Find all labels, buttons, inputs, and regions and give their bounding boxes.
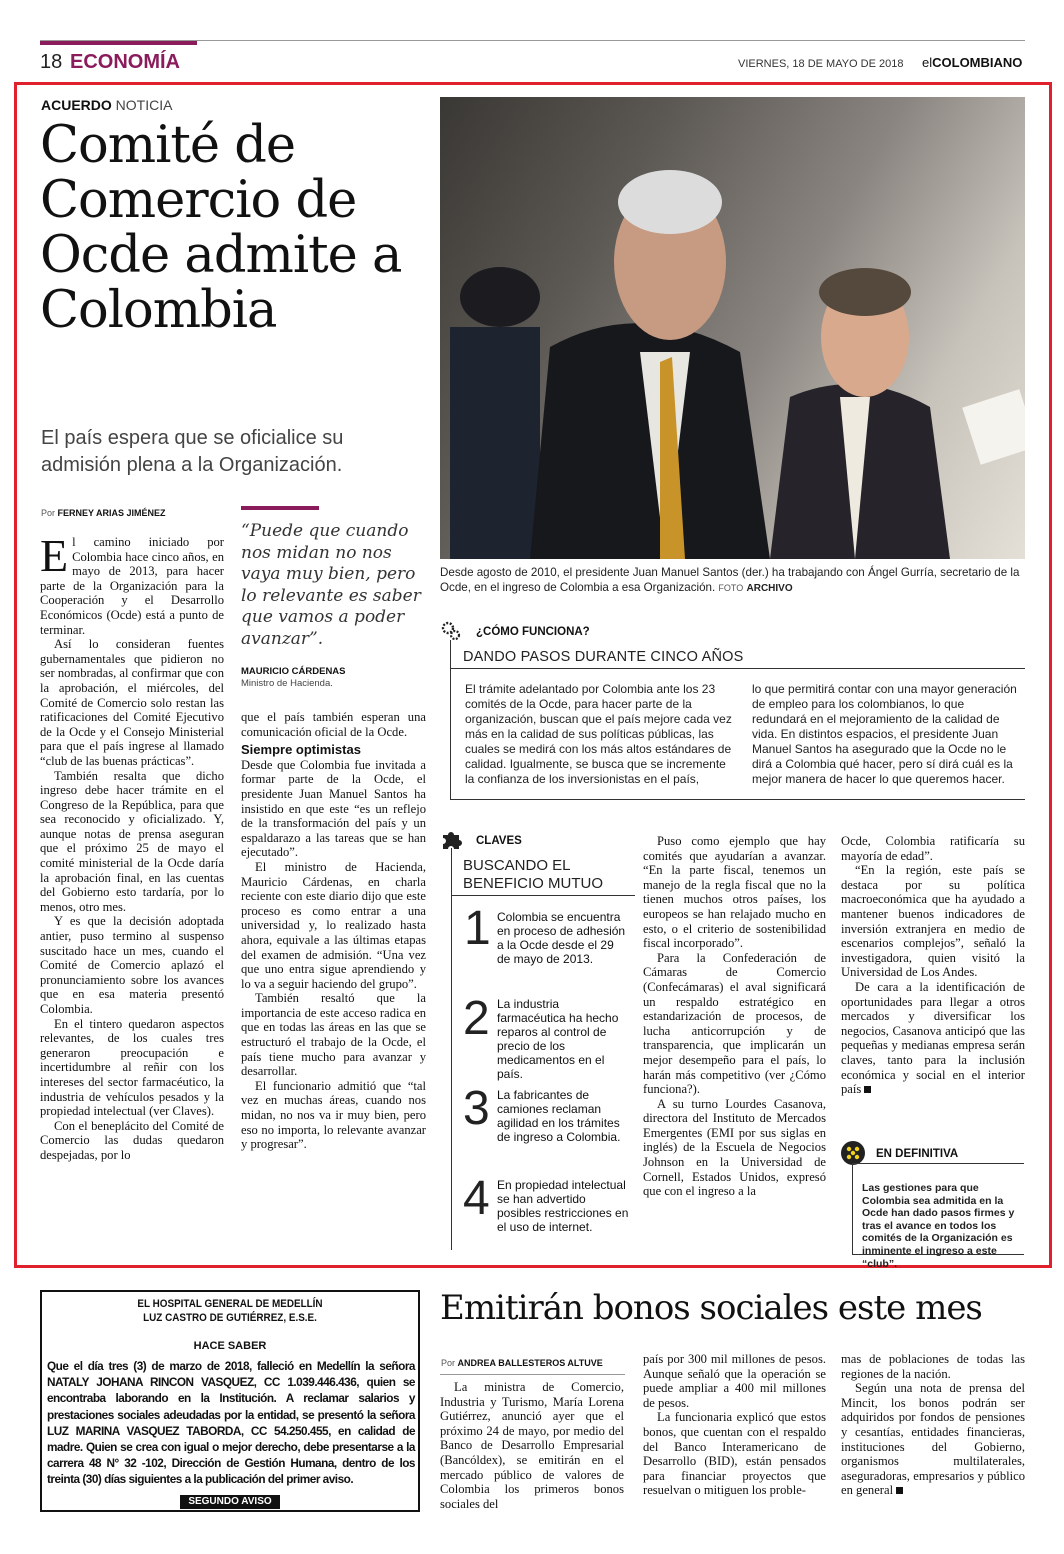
- claves-frame: [451, 848, 452, 1250]
- article2-col1-para: La ministra de Comercio, Industria y Turismo, María Lorena Gutiérrez, anunció ayer que el próximo 24 de mayo, por medio del Banco de Desarrollo Empresarial (Bancóldex), se emitirán en el mercado público de valores de Colombia los primeros bonos sociales del: [440, 1380, 624, 1511]
- article2-column-3: [841, 1352, 1025, 1498]
- article-subheadline: El país espera que se oficialice su admisión plena a la Organización.: [41, 427, 344, 476]
- notice-line-2: LUZ CASTRO DE GUTIÉRREZ, E.S.E.: [143, 1312, 317, 1324]
- col2-subhead: Siempre optimistas: [241, 742, 361, 758]
- clave-4-text: En propiedad intelectual se han advertido posibles restricciones en el uso de internet.: [497, 1178, 629, 1234]
- claves-title-2: BENEFICIO MUTUO: [463, 875, 604, 892]
- col2-para-3: El ministro de Hacienda, Mauricio Cárdenas, en charla reciente con este diario dijo que este proceso es como entrar a una universidad y, lo realizado hasta ahora, equivale a las últimas etapas del examen de admisión. “Una vez que uno entra sigue aprendiendo y lo va a seguir haciendo del grupo”.: [241, 859, 426, 991]
- article2-column-2: [643, 1352, 826, 1498]
- article2-col3-para-2-text: Según una nota de prensa del Mincit, los bonos podrán ser adquiridos por fondos de pensiones y cesantías, entidades financieras, instituciones del Gobierno, organismos multilaterales, aseguradoras, empresarios y público en general: [841, 1381, 1025, 1498]
- page-date: VIERNES, 18 DE MAYO DE 2018: [738, 58, 904, 70]
- como-funciona-text-b: lo que permitirá contar con una mayor generación de empleo para los colombianos, lo que redundará en el mejoramiento de la calidad de vida. En distintos espacios, el presidente Juan Manuel Santos ha asegurado que la Ocde no le dirá a Colombia qué hacer, pero sí dirá cuál es la mejor manera de hacer lo que queremos hacer.: [752, 682, 1017, 786]
- article2-col2-para-2: La funcionaria explicó que estos bonos, que cuentan con el respaldo del Banco Interamericano de Desarrollo (BID), están pensados para financiar proyectos que resuelvan o mitiguen los proble-: [643, 1410, 826, 1498]
- col3-para-2: Para la Confederación de Cámaras de Comercio (Confecámaras) el aval significará un respaldo estratégico en estandarización de procesos, de lucha anticorrupción y de transparencia, que implicarán un mejor desempeño para el país, lo harán más competitivo (ver ¿Cómo funciona?).: [643, 950, 826, 1097]
- col2-para-5: El funcionario admitió que “tal vez en muchas áreas, cuando nos midan, no nos va ir muy bien, pero eso no importa, lo relevante avanzar y progresar”.: [241, 1078, 426, 1152]
- claves-title-1: BUSCANDO EL: [463, 857, 571, 874]
- article-column-2: [241, 710, 426, 1152]
- article2-byline-rule: [440, 1374, 625, 1375]
- article-column-1: [40, 530, 224, 1163]
- caption-text: Desde agosto de 2010, el presidente Juan Manuel Santos (der.) ha trabajando con Ángel Gurría, secretario de la Ocde, en el ingreso de Colombia a esa Organización.: [440, 566, 1020, 594]
- claves-label: CLAVES: [476, 835, 522, 847]
- photo-caption: [440, 565, 1025, 596]
- kicker-light: NOTICIA: [115, 97, 173, 113]
- clave-2-number: 2: [463, 992, 490, 1045]
- notice-footer: SEGUNDO AVISO: [180, 1495, 280, 1509]
- caption-credit-prefix: FOTO: [718, 583, 744, 593]
- col1-para-1-text: l camino iniciado por Colombia hace cinco años, en mayo de 2013, para hacer parte de la Organización para la Cooperación y el Desarrollo Económicos (Ocde) está a punto de terminar.: [40, 535, 224, 637]
- notice-line-1: EL HOSPITAL GENERAL DE MEDELLÍN: [137, 1298, 323, 1310]
- col2-para-4: También resaltó que la importancia de este acceso radica en que en todas las áreas en las que se estructuró el trabajo de la Ocde, el país tiene mucho para avanzar y desarrollar.: [241, 991, 426, 1079]
- claves-title-rule: [451, 895, 635, 896]
- como-funciona-text-a: El trámite adelantado por Colombia ante los 23 comités de la Ocde, para hacer parte de la organización, buscan que el país mejore cada vez más en la calidad de sus políticas públicas, las cuales se medirá con los más altos estándares de calidad. Igualmente, se busca que se incremente la confianza de los inversionistas en el país,: [465, 682, 732, 786]
- clave-3-number: 3: [463, 1082, 490, 1135]
- caption-credit: ARCHIVO: [746, 583, 793, 594]
- clave-2-text: La industria farmacéutica ha hecho reparos al control de precio de los medicamentos en el país.: [497, 997, 619, 1081]
- como-funciona-gear-icon: [440, 620, 462, 642]
- article2-headline: Emitirán bonos sociales este mes: [440, 1288, 982, 1328]
- article2-byline-prefix: Por: [441, 1358, 456, 1368]
- clave-3-text: La fabricantes de camiones reclaman agilidad en los trámites de ingreso a Colombia.: [497, 1088, 621, 1144]
- end-mark-icon: [896, 1487, 903, 1494]
- article2-col2-para-1: país por 300 mil millones de pesos. Aunque señaló que la operación se puede ampliar a 400 mil millones de pesos.: [643, 1352, 826, 1410]
- col1-para-1: [40, 530, 224, 637]
- claves-puzzle-icon: [440, 828, 464, 852]
- col4-para-2: “En la región, este país se destaca por su política macroeconómica que ha ayudado a mantener buenos indicadores de inversión extranjera en medio de escenarios complejos”, señaló la investigadora, quien visitó la Universidad de Los Andes.: [841, 863, 1025, 980]
- article2-byline: [441, 1357, 603, 1369]
- col1-para-5: En el tintero quedaron aspectos relevantes, de los cuales tres generaron preocupación e incertidumbre al reñir con los intereses del sector farmacéutico, la industria de vehículos pesados y la propiedad intelectual (ver Claves).: [40, 1016, 224, 1119]
- col4-para-3: [841, 980, 1025, 1097]
- clave-1-text: Colombia se encuentra en proceso de adhesión a la Ocde desde el 29 de mayo de 2013.: [497, 910, 626, 966]
- masthead-name: COLOMBIANO: [932, 55, 1023, 70]
- en-definitiva-icon: [841, 1141, 865, 1165]
- byline-prefix: Por: [41, 508, 56, 518]
- byline: [41, 507, 166, 519]
- article-kicker: [41, 96, 172, 114]
- clave-1-number: 1: [464, 902, 491, 955]
- col1-para-3: También resalta que dicho ingreso debe hacer trámite en el Congreso de la República, para que sea reconocido y oficializado. Y, aunque notas de prensa aseguran que el próximo 25 de mayo el comité ministerial de la Ocde daría la aprobación final, en las cuentas del Gobierno esto tardaría, por lo menos, otro mes.: [40, 768, 224, 914]
- article2-column-1: [440, 1380, 624, 1511]
- col3-para-1: Puso como ejemplo que hay comités que ayudarían a avanzar. “En la parte fiscal, tenemos un manejo de la regla fiscal que no la tienen muchos otros países, los europeos se han relajado mucho en esto, o el criterio de sostenibilidad fiscal incorporado”.: [643, 834, 826, 951]
- clave-4-number: 4: [463, 1172, 490, 1225]
- col1-para-6: Con el beneplácito del Comité de Comercio las dudas quedaron despejadas, por lo: [40, 1118, 224, 1162]
- col4-para-3-text: De cara a la identificación de oportunidades para llegar a otros mercados y diversificar los negocios, Casanova anticipó que las pequeñas y medianas empresa serán claves, tanto para la inclusión económica y social en el interior país: [841, 979, 1025, 1097]
- col4-para-1: Ocde, Colombia ratificaría su mayoría de edad”.: [841, 834, 1025, 863]
- col2-para-1: que el país también esperan una comunicación oficial de la Ocde.: [241, 710, 426, 739]
- article2-col3-para-2: [841, 1381, 1025, 1498]
- article-column-4: [841, 834, 1025, 1097]
- article-column-3: [643, 834, 826, 1199]
- section-title: ECONOMÍA: [70, 51, 180, 73]
- article2-col3-para-1: mas de poblaciones de todas las regiones de la nación.: [841, 1352, 1025, 1381]
- article-photo: [440, 97, 1025, 559]
- notice-body: Que el día tres (3) de marzo de 2018, falleció en Medellín la señora NATALY JOHANA RINCON VASQUEZ, CC 1.039.446.436, quien se encontraba laborando en la Institución. A reclamar salarios y prestaciones sociales adeudadas por la entidad, se presentó la señora LUZ MARINA VASQUEZ TABORDA, CC 54.250.455, en calidad de madre. Quien se crea con igual o mejor derecho, debe presentarse a la carrera 48 N° 32 -102, Dirección de Gestión Humana, dentro de los treinta (30) días siguientes a la publicación del primer aviso.: [47, 1359, 415, 1487]
- como-funciona-label: ¿CÓMO FUNCIONA?: [476, 626, 590, 638]
- pull-quote: “Puede que cuando nos midan no nos vaya muy bien, pero lo relevante es saber que vamos a poder avanzar”.: [241, 521, 421, 649]
- como-funciona-title: DANDO PASOS DURANTE CINCO AÑOS: [463, 649, 744, 665]
- byline-name: FERNEY ARIAS JIMÉNEZ: [57, 508, 166, 518]
- pull-quote-rule: [241, 506, 319, 510]
- col1-para-2: Así lo consideran fuentes gubernamentales que pidieron no ser nombradas, al confirmar que con la aprobación, el miércoles, del Comité de Comercio solo restan las ratificaciones del Comité Ejecutivo de la Ocde y el Consejo Ministerial para que el país ingrese al llamado “club de las buenas prácticas”.: [40, 637, 224, 768]
- page-number: 18: [40, 51, 63, 73]
- header-rule: [40, 40, 1025, 41]
- masthead-logo: [922, 55, 1022, 71]
- col3-para-3: A su turno Lourdes Casanova, directora del Instituto de Mercados Emergentes (EMI por sus siglas en inglés) de la Escuela de Negocios Johnson en la Universidad de Cornell, Estados Unidos, expresó que con el ingreso a la: [643, 1096, 826, 1199]
- end-mark-icon: [864, 1086, 871, 1093]
- en-definitiva-text: Las gestiones para que Colombia sea admitida en la Ocde han dado pasos firmes y tras el avance en todos los comités de la Organización es inminente el ingreso a este “club”.: [862, 1182, 1015, 1270]
- photo-illustration: [440, 97, 1025, 559]
- quote-role: Ministro de Hacienda.: [241, 678, 333, 689]
- col2-para-2: Desde que Colombia fue invitada a formar parte de la Ocde, el presidente Juan Manuel Santos ha insistido en que este “es un reflejo de la transformación del país y un espaldarazo a las tareas que se han ejecutado”.: [241, 757, 426, 860]
- quote-author: MAURICIO CÁRDENAS: [241, 666, 346, 677]
- notice-heading: HACE SABER: [193, 1340, 267, 1352]
- kicker-bold: ACUERDO: [41, 97, 112, 113]
- article2-byline-name: ANDREA BALLESTEROS ALTUVE: [457, 1358, 603, 1368]
- dropcap: E: [40, 530, 69, 581]
- como-funciona-title-rule: [450, 668, 1025, 669]
- en-definitiva-label: EN DEFINITIVA: [876, 1148, 959, 1160]
- col1-para-4: Y es que la decisión adoptada antier, puso termino al suspenso suscitado hace un mes, cuando el Comité de Comercio aplazó el pronunciamiento sobre los avances que en esa materia presentó Colombia.: [40, 914, 224, 1016]
- article-headline: Comité de Comercio de Ocde admite a Colombia: [40, 116, 402, 340]
- masthead-el: el: [922, 55, 933, 70]
